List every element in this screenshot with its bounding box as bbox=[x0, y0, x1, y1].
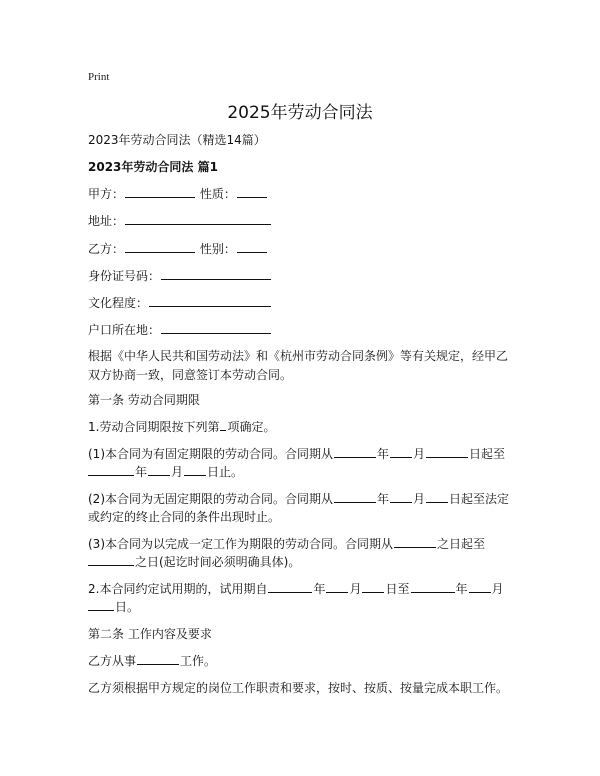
hukou-blank bbox=[161, 321, 271, 334]
option1-end-day: 日止。 bbox=[207, 465, 244, 479]
item2-end-month: 月 bbox=[491, 582, 504, 596]
option3-end-text: 之日(起讫时间必须明确具体)。 bbox=[135, 555, 301, 569]
item2-text: 2.本合同约定试用期的，试用期自 bbox=[88, 582, 268, 596]
item2-end-day-blank bbox=[88, 598, 114, 611]
nature-blank bbox=[237, 185, 267, 198]
item2-end-day: 日。 bbox=[115, 600, 140, 614]
print-label: Print bbox=[88, 71, 110, 83]
education-row bbox=[88, 294, 272, 312]
education-blank bbox=[149, 294, 271, 307]
option3-line2 bbox=[88, 553, 300, 571]
article2-heading: 第二条 工作内容及要求 bbox=[88, 627, 212, 641]
hukou-row bbox=[88, 321, 272, 339]
id-number-label: 身份证号码： bbox=[88, 269, 161, 283]
job-suffix: 工作。 bbox=[180, 654, 217, 668]
option2-day-from: 日起至法定 bbox=[449, 492, 510, 506]
item2-end-year-blank bbox=[411, 580, 455, 593]
item2-end-year: 年 bbox=[455, 582, 468, 596]
section-heading: 2023年劳动合同法 篇1 bbox=[88, 160, 218, 174]
option1-text: (1)本合同为有固定期限的劳动合同。合同期从 bbox=[88, 447, 333, 461]
job-blank bbox=[137, 652, 179, 665]
option1-year: 年 bbox=[377, 447, 390, 461]
option1-month-blank bbox=[390, 445, 412, 458]
id-number-blank bbox=[161, 267, 271, 280]
party-b-blank bbox=[125, 240, 195, 253]
item2-month-blank bbox=[326, 580, 348, 593]
nature-label: 性质： bbox=[199, 187, 236, 201]
option3-end-blank bbox=[88, 553, 134, 566]
option1-year-blank bbox=[334, 445, 376, 458]
address-blank bbox=[125, 212, 271, 225]
item2-year-blank bbox=[268, 580, 312, 593]
option1-end-year: 年 bbox=[135, 465, 148, 479]
option1-month: 月 bbox=[413, 447, 426, 461]
option2-year: 年 bbox=[377, 492, 390, 506]
article1-heading: 第一条 劳动合同期限 bbox=[88, 393, 200, 407]
option2-day-blank bbox=[426, 490, 448, 503]
option1-line1 bbox=[88, 445, 505, 463]
option1-end-month-blank bbox=[148, 463, 170, 476]
party-a-row bbox=[88, 185, 268, 203]
option2-line1 bbox=[88, 490, 509, 508]
option3-line1 bbox=[88, 535, 485, 553]
item2-month: 月 bbox=[349, 582, 362, 596]
option1-day-blank bbox=[426, 445, 468, 458]
intro-paragraph: 根据《中华人民共和国劳动法》和《杭州市劳动合同条例》等有关规定，经甲乙双方协商一致，同意签订本劳动合同。 bbox=[88, 349, 509, 382]
gender-blank bbox=[237, 240, 267, 253]
party-a-blank bbox=[125, 185, 195, 198]
item2-year: 年 bbox=[313, 582, 326, 596]
item2-day-to: 日至 bbox=[385, 582, 410, 596]
option3-start-suffix: 之日起至 bbox=[437, 537, 486, 551]
article1-item2-line1 bbox=[88, 580, 504, 598]
article2-duty: 乙方须根据甲方规定的岗位工作职责和要求，按时、按质、按量完成本职工作。 bbox=[88, 681, 509, 695]
option2-line2: 或约定的终止合同的条件出现时止。 bbox=[88, 510, 281, 524]
job-label: 乙方从事 bbox=[88, 654, 137, 668]
id-number-row bbox=[88, 267, 272, 285]
item1-blank bbox=[220, 418, 226, 431]
option1-end-month: 月 bbox=[171, 465, 184, 479]
party-a-label: 甲方： bbox=[88, 187, 125, 201]
item1-text-a: 1.劳动合同期限按下列第 bbox=[88, 420, 220, 434]
option3-start-blank bbox=[394, 535, 436, 548]
hukou-label: 户口所在地： bbox=[88, 323, 161, 337]
address-label: 地址： bbox=[88, 214, 125, 228]
education-label: 文化程度： bbox=[88, 296, 149, 310]
item2-end-month-blank bbox=[469, 580, 491, 593]
item2-day-blank bbox=[362, 580, 384, 593]
party-b-label: 乙方： bbox=[88, 242, 125, 256]
gender-label: 性别： bbox=[199, 242, 236, 256]
article2-job-row bbox=[88, 652, 216, 670]
item1-text-b: 项确定。 bbox=[227, 420, 276, 434]
option1-end-day-blank bbox=[184, 463, 206, 476]
party-b-row bbox=[88, 240, 268, 258]
article1-item2-line2 bbox=[88, 598, 139, 616]
option3-text: (3)本合同为以完成一定工作为期限的劳动合同。合同期从 bbox=[88, 537, 394, 551]
subtitle: 2023年劳动合同法（精选14篇） bbox=[88, 133, 266, 147]
option1-day-from: 日起至 bbox=[469, 447, 506, 461]
option2-month: 月 bbox=[413, 492, 426, 506]
option1-end-year-blank bbox=[88, 463, 134, 476]
page-title: 2025年劳动合同法 bbox=[227, 103, 373, 123]
address-row bbox=[88, 212, 272, 230]
option2-month-blank bbox=[390, 490, 412, 503]
option2-text: (2)本合同为无固定期限的劳动合同。合同期从 bbox=[88, 492, 333, 506]
option1-line2 bbox=[88, 463, 243, 481]
article1-item1 bbox=[88, 418, 275, 436]
option2-year-blank bbox=[334, 490, 376, 503]
